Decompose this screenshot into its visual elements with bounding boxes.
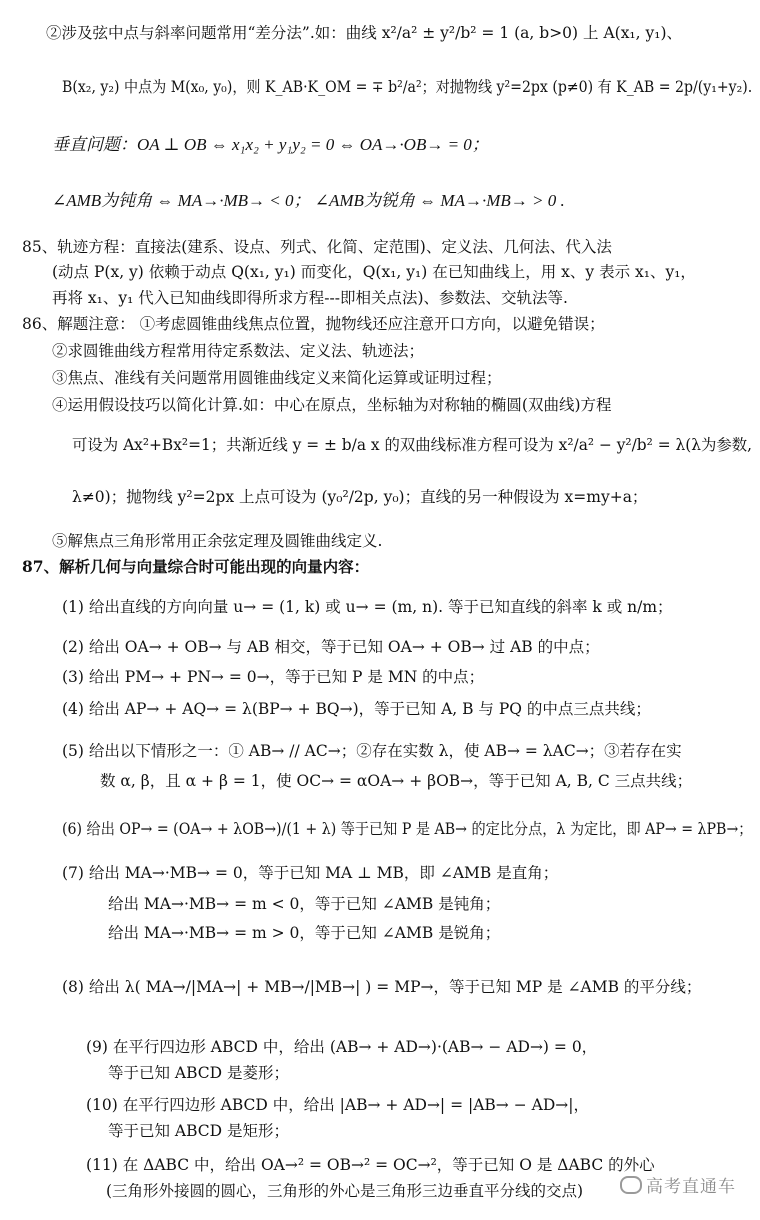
text-line-4: ∠AMB为钝角 ⇔ MA→·MB→ < 0； ∠AMB为锐角 ⇔ MA→·MB→ > 0 .: [52, 191, 565, 210]
text-line-24: 给出 MA→·MB→ = m < 0，等于已知 ∠AMB 是钝角；: [108, 895, 501, 913]
text-line-26: (8) 给出 λ( MA→/|MA→| + MB→/|MB→| ) = MP→，等于已知 MP 是 ∠AMB 的平分线；: [62, 978, 702, 996]
text-line-27: (9) 在平行四边形 ABCD 中，给出 (AB→ + AD→)·(AB→ − AD→) = 0，: [86, 1038, 598, 1056]
text-line-17: (2) 给出 OA→ + OB→ 与 AB 相交，等于已知 OA→ + OB→ 过 AB 的中点；: [62, 638, 600, 656]
text-line-20: (5) 给出以下情形之一：① AB→ // AC→；②存在实数 λ，使 AB→ = λAC→；③若存在实: [62, 742, 682, 760]
text-line-3: 垂直问题：OA ⊥ OB ⇔ x₁x₂ + y₁y₂ = 0 ⇔ OA→·OB→ = 0；: [52, 135, 489, 154]
text-line-14: ⑤解焦点三角形常用正余弦定理及圆锥曲线定义.: [52, 532, 383, 550]
text-line-1: ②涉及弦中点与斜率问题常用“差分法”.如：曲线 x²/a² ± y²/b² = 1 (a, b>0) 上 A(x₁, y₁)、: [46, 24, 683, 42]
chat-bubble-icon: [620, 1176, 642, 1194]
text-line-5: 85、轨迹方程：直接法(建系、设点、列式、化简、定范围)、定义法、几何法、代入法: [22, 238, 612, 256]
watermark: [620, 1172, 736, 1197]
text-line-31: (11) 在 ΔABC 中，给出 OA→² = OB→² = OC→²，等于已知 O 是 ΔABC 的外心: [86, 1156, 655, 1174]
text-line-8: 86、解题注意： ①考虑圆锥曲线焦点位置，抛物线还应注意开口方向，以避免错误；: [22, 315, 605, 333]
text-line-29: (10) 在平行四边形 ABCD 中，给出 |AB→ + AD→| = |AB→ − AD→|，: [86, 1096, 589, 1114]
text-line-9: ②求圆锥曲线方程常用待定系数法、定义法、轨迹法；: [52, 342, 425, 360]
text-line-15: 87、解析几何与向量综合时可能出现的向量内容：: [22, 557, 370, 576]
text-line-21: 数 α, β，且 α + β = 1，使 OC→ = αOA→ + βOB→，等于已知 A, B, C 三点共线；: [100, 772, 693, 790]
text-line-22: (6) 给出 OP→ = (OA→ + λOB→)/(1 + λ) 等于已知 P 是 AB→ 的定比分点，λ 为定比，即 AP→ = λPB→；: [62, 820, 753, 838]
text-line-25: 给出 MA→·MB→ = m > 0，等于已知 ∠AMB 是锐角；: [108, 924, 501, 942]
text-line-10: ③焦点、准线有关问题常用圆锥曲线定义来简化运算或证明过程；: [52, 369, 502, 387]
text-line-6: (动点 P(x, y) 依赖于动点 Q(x₁, y₁) 而变化，Q(x₁, y₁) 在已知曲线上，用 x、y 表示 x₁、y₁，: [52, 263, 696, 281]
text-line-2: B(x₂, y₂) 中点为 M(x₀, y₀)，则 K_AB·K_OM = ∓ b²/a²；对抛物线 y²=2px (p≠0) 有 K_AB = 2p/(y₁+y₂).: [62, 78, 753, 96]
text-line-32: (三角形外接圆的圆心，三角形的外心是三角形三边垂直平分线的交点): [106, 1182, 584, 1200]
text-line-30: 等于已知 ABCD 是矩形；: [108, 1122, 290, 1140]
text-line-13: λ≠0)；抛物线 y²=2px 上点可设为 (y₀²/2p, y₀)；直线的另一种假设为 x=my+a；: [72, 488, 648, 506]
text-line-11: ④运用假设技巧以简化计算.如：中心在原点，坐标轴为对称轴的椭圆(双曲线)方程: [52, 396, 612, 414]
text-line-19: (4) 给出 AP→ + AQ→ = λ(BP→ + BQ→)，等于已知 A, B 与 PQ 的中点三点共线；: [62, 700, 651, 718]
text-line-7: 再将 x₁、y₁ 代入已知曲线即得所求方程---即相关点法)、参数法、交轨法等.: [52, 289, 568, 307]
text-line-12: 可设为 Ax²+Bx²=1；共渐近线 y = ± b/a x 的双曲线标准方程可设为 x²/a² − y²/b² = λ(λ为参数,: [72, 436, 753, 454]
text-line-23: (7) 给出 MA→·MB→ = 0，等于已知 MA ⊥ MB，即 ∠AMB 是直角；: [62, 864, 559, 882]
watermark-text: 高考直通车: [646, 1177, 736, 1197]
text-line-18: (3) 给出 PM→ + PN→ = 0→，等于已知 P 是 MN 的中点；: [62, 668, 485, 686]
text-line-16: (1) 给出直线的方向向量 u→ = (1, k) 或 u→ = (m, n). 等于已知直线的斜率 k 或 n/m；: [62, 598, 673, 616]
text-line-28: 等于已知 ABCD 是菱形；: [108, 1064, 290, 1082]
